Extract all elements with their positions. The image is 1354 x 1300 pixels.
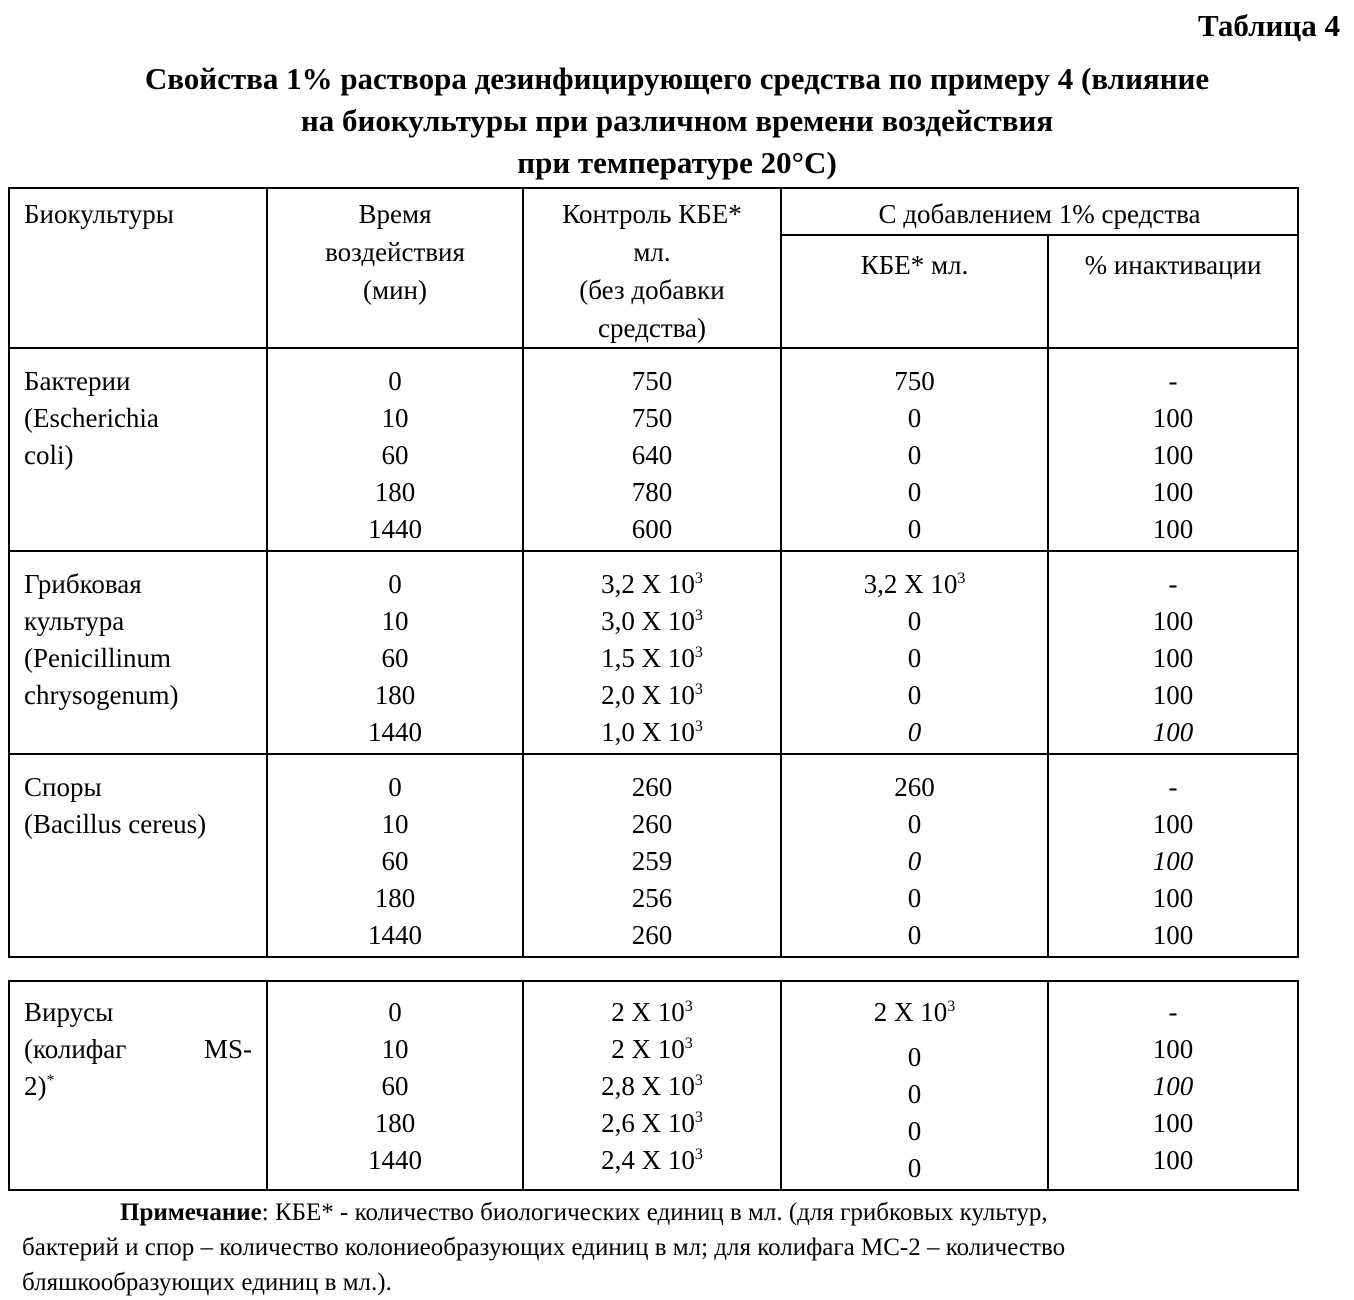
header-biocultures: Биокультуры (9, 188, 267, 348)
control-cell: 260 260 259 256 260 (523, 754, 781, 957)
times-cell: 0 10 60 180 1440 (267, 981, 523, 1190)
header-line: Контроль КБЕ* (562, 199, 742, 229)
results-table (8, 187, 1299, 958)
kbe-cell: 750 0 0 0 0 (781, 348, 1048, 551)
control-cell: 2 Х $10^3$ 2 Х $10^3$ 2,8 Х $10^3$ 2,6 Х $10^3$ 2,4 Х $10^3$ (523, 981, 781, 1190)
footnote: Примечание: КБЕ* - количество биологических единиц в мл. (для грибковых культур, бактерий и спор – количество колониеобразующих единиц в мл; для колифага МС-2 – количество бляшкообразующих единиц в мл.). (22, 1199, 1066, 1296)
control-cell: 3,2 Х $10^3$ 3,0 Х $10^3$ 1,5 Х $10^3$ 2,0 Х $10^3$ 1,0 Х $10^3$ (523, 551, 781, 754)
header-line: Время (358, 199, 432, 229)
inactivation-cell: - 100 100 100 100 (1048, 754, 1298, 957)
group-name-viruses: Вирусы (колифаг MS- 2)* (9, 981, 267, 1190)
kbe-cell: 3,2 Х $10^3$ 0 0 0 0 (781, 551, 1048, 754)
group-name-fungus: Грибковая культура (Penicillinum chrysogenum) (9, 551, 267, 754)
group-name-spores: Споры (Bacillus cereus) (9, 754, 267, 957)
times-cell: 0 10 60 180 1440 (267, 348, 523, 551)
table-title (0, 58, 1354, 184)
title-line: при температуре 20°С) (517, 145, 837, 180)
header-line: воздействия (325, 237, 465, 267)
title-line: на биокультуры при различном времени воздействия (300, 103, 1054, 138)
table-row (9, 981, 1298, 1190)
title-line: Свойства 1% раствора дезинфицирующего средства по примеру 4 (влияние (144, 61, 1210, 96)
times-cell: 0 10 60 180 1440 (267, 754, 523, 957)
table-number-label: Таблица 4 (1198, 8, 1340, 43)
header-control (523, 188, 781, 348)
header-with-agent: С добавлением 1% средства (781, 188, 1298, 235)
header-line: средства) (598, 313, 706, 343)
times-cell: 0 10 60 180 1440 (267, 551, 523, 754)
header-inactivation: % инактивации (1048, 235, 1298, 348)
header-line: (без добавки (579, 275, 725, 305)
header-line: (мин) (363, 275, 427, 305)
group-name-bacteria: Бактерии (Escherichia coli) (9, 348, 267, 551)
inactivation-cell: - 100 100 100 100 (1048, 348, 1298, 551)
note-label: Примечание (120, 1199, 262, 1226)
kbe-cell: 2 Х $10^3$ 0 0 0 0 (781, 981, 1048, 1190)
inactivation-cell: - 100 100 100 100 (1048, 551, 1298, 754)
header-exposure-time (267, 188, 523, 348)
header-line: мл. (633, 237, 671, 267)
kbe-cell: 260 0 0 0 0 (781, 754, 1048, 957)
table-row (9, 754, 1298, 957)
control-cell: 750 750 640 780 600 (523, 348, 781, 551)
virus-table (8, 980, 1299, 1191)
inactivation-cell: - 100 100 100 100 (1048, 981, 1298, 1190)
table-row (9, 551, 1298, 754)
table-row (9, 348, 1298, 551)
header-kbe: КБЕ* мл. (781, 235, 1048, 348)
